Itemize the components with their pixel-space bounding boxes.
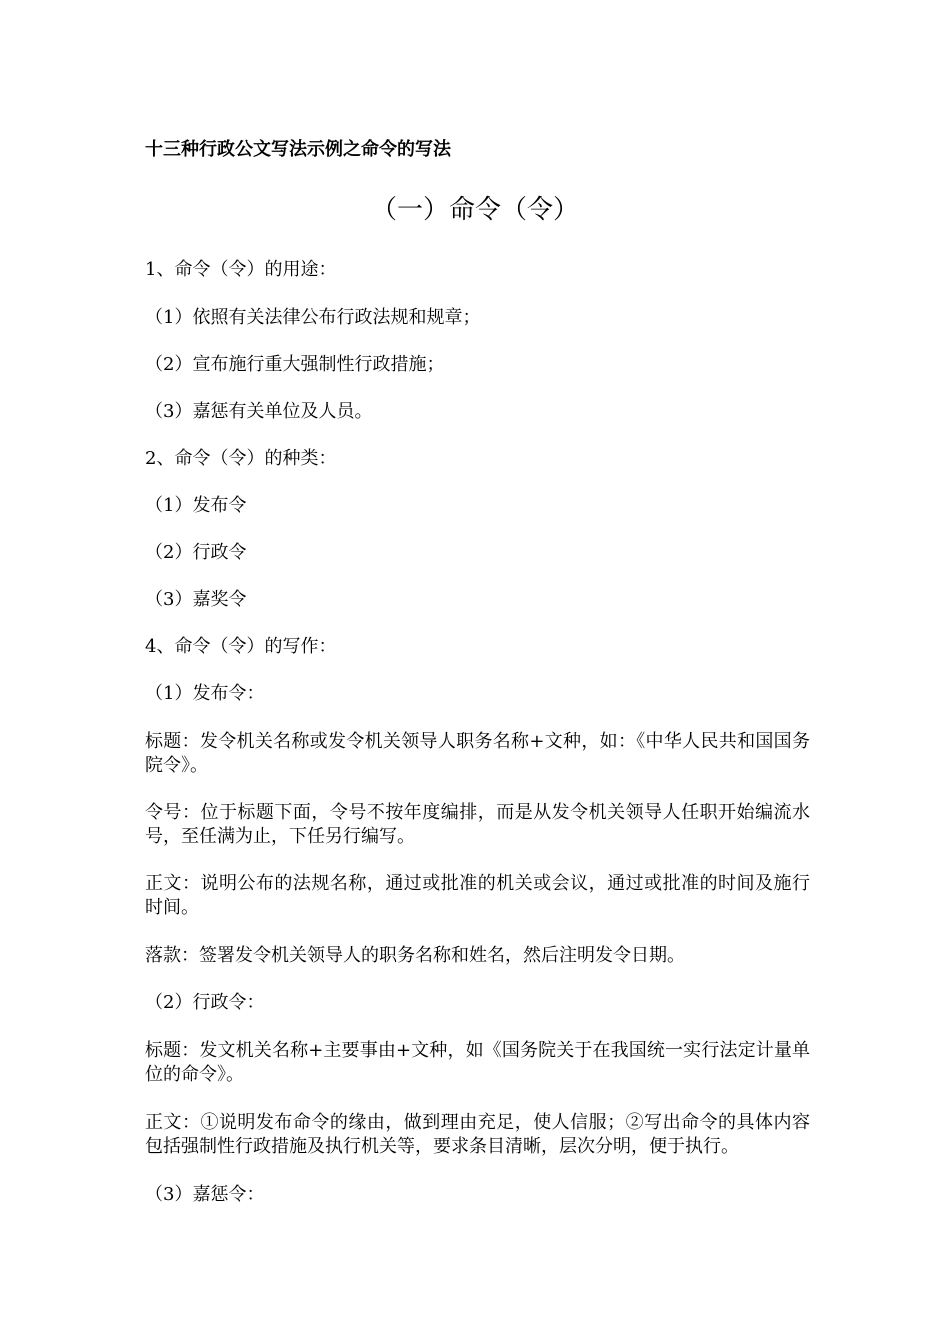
uses-item-1: （1）依照有关法律公布行政法规和规章； xyxy=(145,307,481,328)
release-order-number-paragraph: 令号：位于标题下面，令号不按年度编排，而是从发令机关领导人任职开始编流水号，至任满为止，下任另行编写。 xyxy=(145,802,810,847)
release-order-body-paragraph: 正文：说明公布的法规名称，通过或批准的机关或会议，通过或批准的时间及施行时间。 xyxy=(145,873,810,918)
types-heading: 2、命令（令）的种类： xyxy=(145,448,337,469)
document-title: 十三种行政公文写法示例之命令的写法 xyxy=(145,139,451,160)
release-order-heading: （1）发布令： xyxy=(145,683,265,704)
types-item-2: （2）行政令 xyxy=(145,542,247,563)
uses-item-3: （3）嘉惩有关单位及人员。 xyxy=(145,401,373,422)
release-order-title-paragraph: 标题：发令机关名称或发令机关领导人职务名称+文种，如：《中华人民共和国国务院令》。 xyxy=(145,731,810,776)
admin-order-title-paragraph: 标题：发文机关名称+主要事由+文种，如《国务院关于在我国统一实行法定计量单位的命令》。 xyxy=(145,1040,810,1085)
writing-heading: 4、命令（令）的写作： xyxy=(145,636,337,657)
uses-heading: 1、命令（令）的用途： xyxy=(145,259,337,280)
section-heading: （一）命令（令） xyxy=(370,195,579,225)
types-item-1: （1）发布令 xyxy=(145,495,247,516)
release-order-signature-paragraph: 落款：签署发令机关领导人的职务名称和姓名，然后注明发令日期。 xyxy=(145,945,685,966)
admin-order-body-paragraph: 正文：①说明发布命令的缘由，做到理由充足，使人信服；②写出命令的具体内容包括强制性行政措施及执行机关等，要求条目清晰，层次分明，便于执行。 xyxy=(145,1112,810,1157)
uses-item-2: （2）宣布施行重大强制性行政措施； xyxy=(145,354,445,375)
types-item-3: （3）嘉奖令 xyxy=(145,589,247,610)
admin-order-heading: （2）行政令： xyxy=(145,992,265,1013)
reward-order-heading: （3）嘉惩令： xyxy=(145,1184,265,1205)
